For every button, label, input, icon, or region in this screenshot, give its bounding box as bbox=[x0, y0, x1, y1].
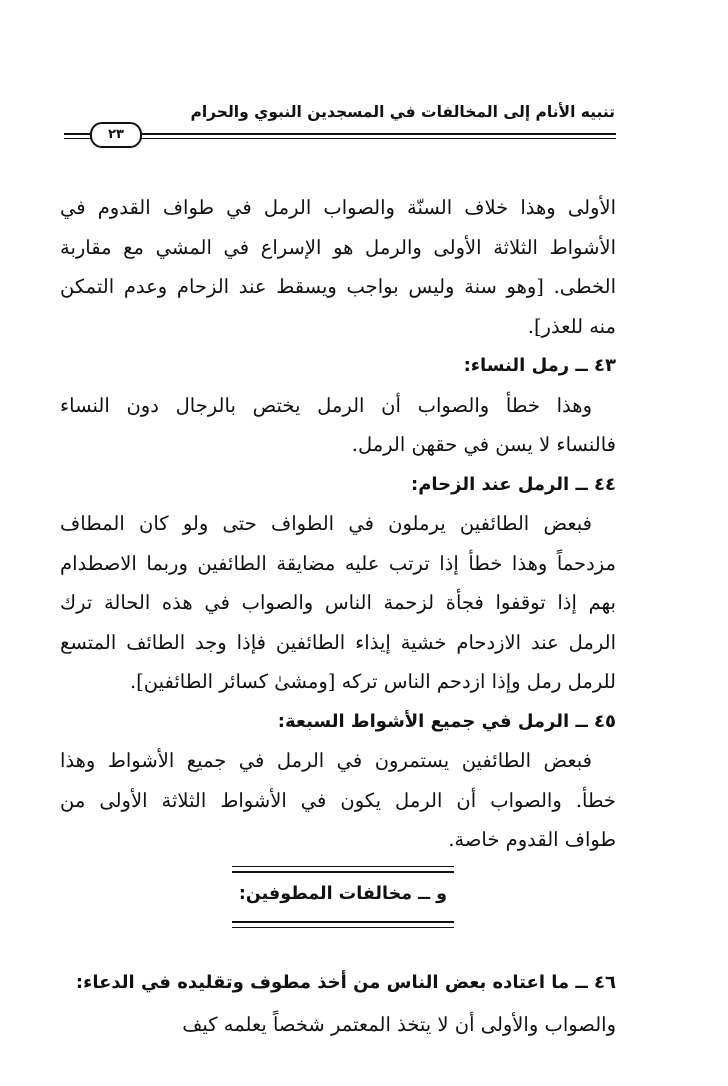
item-heading-46: ٤٦ ــ ما اعتاده بعض الناس من أخذ مطوف وتقليده في الدعاء: bbox=[75, 972, 616, 993]
text-line: مزدحماً وهذا خطأ إذا ترتب عليه مضايقة الطائفين وربما الاصطدام bbox=[60, 551, 616, 575]
text-line: الخطى. [وهو سنة وليس بواجب ويسقط عند الزحام وعدم التمكن bbox=[60, 275, 616, 298]
text-line: الرمل عند الازدحام خشية إيذاء الطائفين فإذا وجد الطائف المتسع bbox=[60, 630, 616, 654]
page-number: ٢٣ bbox=[90, 122, 142, 148]
text-line: فبعض الطائفين يرملون في الطواف حتى ولو كان المطاف bbox=[60, 512, 592, 535]
header-rule bbox=[64, 130, 616, 144]
header-rule-thin bbox=[64, 138, 616, 139]
main-text bbox=[60, 188, 616, 860]
text-line: وهذا خطأ والصواب أن الرمل يختص بالرجال دون النساء bbox=[60, 393, 592, 417]
section-rule bbox=[232, 866, 454, 867]
text-line: طواف القدوم خاصة. bbox=[448, 828, 616, 851]
text-line: الأولى وهذا خلاف السنّة والصواب الرمل في طواف القدوم في bbox=[60, 196, 616, 219]
text-line: الأشواط الثلاثة الأولى والرمل هو الإسراع في المشي مع مقاربة bbox=[60, 235, 616, 259]
text-line: للرمل رمل وإذا ازدحم الناس تركه [ومشىٰ كسائر الطائفين]. bbox=[129, 670, 616, 693]
item-heading-44: ٤٤ ــ الرمل عند الزحام: bbox=[411, 473, 616, 495]
text-line: خطأ. والصواب أن الرمل يكون في الأشواط الثلاثة الأولى من bbox=[60, 788, 616, 812]
text-line: والصواب والأولى أن لا يتخذ المعتمر شخصاً يعلمه كيف bbox=[182, 1013, 616, 1036]
main-text-continued bbox=[60, 962, 616, 1046]
item-heading-45: ٤٥ ــ الرمل في جميع الأشواط السبعة: bbox=[277, 710, 616, 732]
text-line: منه للعذر]. bbox=[527, 314, 616, 338]
text-line: فالنساء لا يسن في حقهن الرمل. bbox=[351, 433, 616, 456]
text-line: فبعض الطائفين يستمرون في الرمل في جميع الأشواط وهذا bbox=[60, 749, 592, 772]
header-rule-thick bbox=[64, 133, 616, 135]
item-heading-43: ٤٣ ــ رمل النساء: bbox=[463, 355, 616, 376]
section-rule bbox=[232, 871, 454, 873]
section-rule bbox=[232, 927, 454, 928]
section-heading-box bbox=[232, 866, 454, 928]
running-header-title: تنبيه الأنام إلى المخالفات في المسجدين النبوي والحرام bbox=[190, 103, 615, 121]
section-title: و ــ مخالفات المطوفين: bbox=[238, 884, 448, 904]
text-line: بهم إذا توقفوا فجأة لزحمة الناس والصواب في هذه الحالة ترك bbox=[60, 591, 616, 614]
section-rule bbox=[232, 921, 454, 923]
